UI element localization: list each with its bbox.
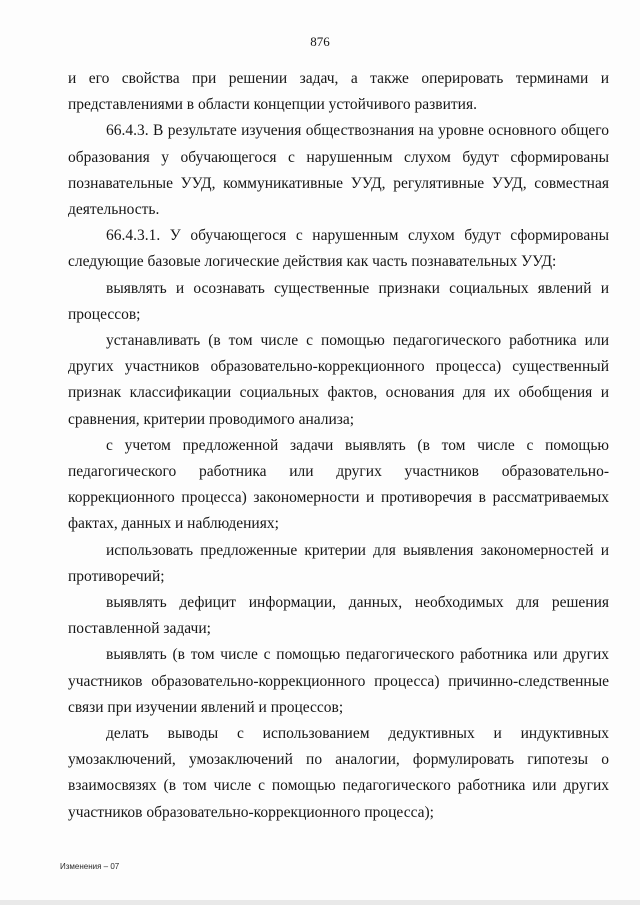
list-item-identify-deficit: выявлять дефицит информации, данных, необходимых для решения поставленной задачи; (68, 594, 609, 638)
list-item-identify-patterns: с учетом предложенной задачи выявлять (в том числе с помощью педагогического работника или других участников образовательно-коррекционного процесса) закономерности и противоречия в рассматриваемых фактах, данных и наблюдениях; (68, 436, 609, 533)
document-body (68, 66, 609, 826)
footer-revision-note: Изменения – 07 (60, 862, 120, 871)
paragraph-66-4-3: 66.4.3. В результате изучения обществознания на уровне основного общего образования у обучающегося с нарушенным слухом будут сформированы познавательные УУД, коммуникативные УУД, регулятивные УУД, совместная деятельность. (68, 122, 609, 219)
list-item-draw-conclusions: делать выводы с использованием дедуктивных и индуктивных умозаключений, умозаключений по аналогии, формулировать гипотезы о взаимосвязях (в том числе с помощью педагогического работника или других участников образовательно-коррекционного процесса); (68, 725, 609, 821)
list-item-use-criteria: использовать предложенные критерии для выявления закономерностей и противоречий; (68, 541, 609, 585)
list-item-establish-classification: устанавливать (в том числе с помощью педагогического работника или других участников образовательно-коррекционного процесса) существенный признак классификации социальных фактов, основания для их обобщения и сравнения, критерии проводимого анализа; (68, 332, 609, 428)
list-item-identify-features: выявлять и осознавать существенные признаки социальных явлений и процессов; (68, 279, 609, 323)
page-bottom-edge (0, 900, 640, 905)
list-item-cause-effect: выявлять (в том числе с помощью педагогического работника или других участников образовательно-коррекционного процесса) причинно-следственные связи при изучении явлений и процессов; (68, 646, 609, 716)
paragraph-66-4-3-1: 66.4.3.1. У обучающегося с нарушенным слухом будут сформированы следующие базовые логические действия как часть познавательных УУД: (68, 227, 609, 271)
paragraph-continuation: и его свойства при решении задач, а также оперировать терминами и представлениями в области концепции устойчивого развития. (68, 70, 609, 114)
page-number: 876 (310, 34, 330, 49)
